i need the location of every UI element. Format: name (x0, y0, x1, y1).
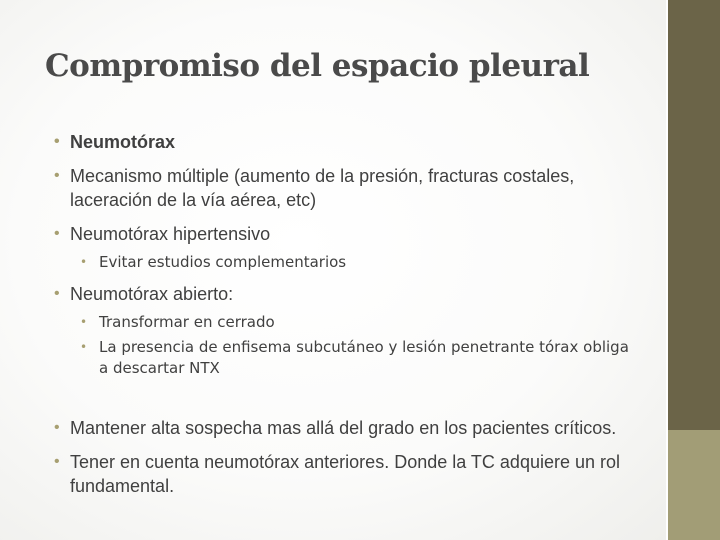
subbullet-evitar-estudios: • Evitar estudios complementarios (70, 252, 640, 273)
bullet-hipertensivo: • Neumotórax hipertensivo (50, 222, 640, 246)
subbullet-enfisema: • La presencia de enfisema subcutáneo y lesión penetrante tórax obliga a descartar NTX (70, 337, 640, 379)
subbullet-transformar: • Transformar en cerrado (70, 312, 640, 333)
sidebar-dark-band (666, 0, 720, 430)
sidebar-divider (666, 0, 668, 540)
sidebar-light-band (666, 430, 720, 540)
bullet-neumotorax: • Neumotórax (50, 130, 640, 154)
slide-title: Compromiso del espacio pleural (45, 48, 590, 84)
bullet-neumotorax-anteriores: • Tener en cuenta neumotórax anteriores. Donde la TC adquiere un rol fundamental. (50, 450, 640, 498)
bullet-sospecha: • Mantener alta sospecha mas allá del grado en los pacientes críticos. (50, 416, 640, 440)
bullet-mecanismo: • Mecanismo múltiple (aumento de la presión, fracturas costales, laceración de la vía aérea, etc) (50, 164, 640, 212)
bullet-abierto: • Neumotórax abierto: (50, 282, 640, 306)
slide-body (50, 130, 640, 498)
